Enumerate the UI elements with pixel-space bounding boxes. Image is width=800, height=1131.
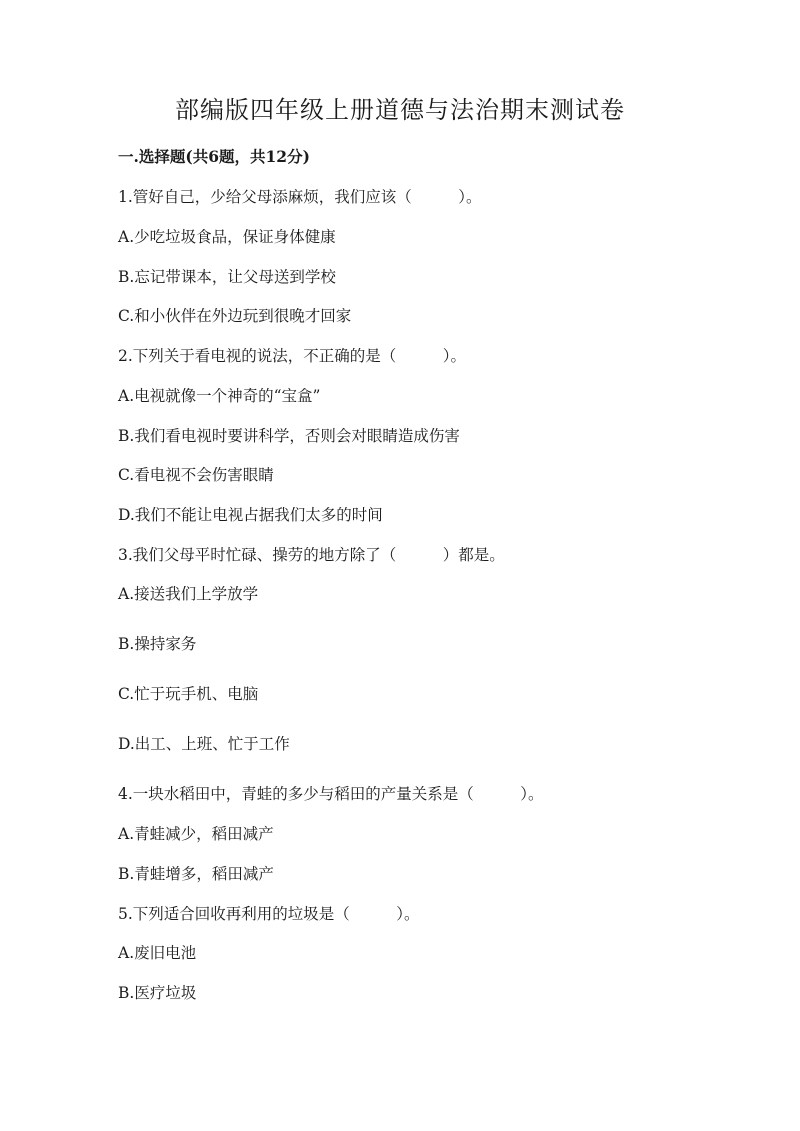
question-4-option-b: B.青蛙增多，稻田减产 <box>118 865 274 883</box>
section-heading: 一.选择题(共6题，共12分) <box>118 147 310 166</box>
question-stem-3: 3.我们父母平时忙碌、操劳的地方除了（ ）都是。 <box>118 546 505 564</box>
question-3-option-d: D.出工、上班、忙于工作 <box>118 735 290 753</box>
question-5-option-b: B.医疗垃圾 <box>118 984 197 1002</box>
question-3-option-b: B.操持家务 <box>118 635 197 653</box>
question-3-option-a: A.接送我们上学放学 <box>118 585 259 603</box>
question-1-option-c: C.和小伙伴在外边玩到很晚才回家 <box>118 307 352 325</box>
question-5-option-a: A.废旧电池 <box>118 944 197 962</box>
question-1-option-a: A.少吃垃圾食品，保证身体健康 <box>118 228 336 246</box>
question-4-option-a: A.青蛙减少，稻田减产 <box>118 825 274 843</box>
question-1-option-b: B.忘记带课本，让父母送到学校 <box>118 268 336 286</box>
question-stem-1: 1.管好自己，少给父母添麻烦，我们应该（ ）。 <box>118 188 482 206</box>
question-stem-4: 4.一块水稻田中，青蛙的多少与稻田的产量关系是（ ）。 <box>118 785 544 803</box>
question-2-option-b: B.我们看电视时要讲科学，否则会对眼睛造成伤害 <box>118 427 460 445</box>
question-2-option-a: A.电视就像一个神奇的“宝盒” <box>118 387 321 405</box>
question-stem-2: 2.下列关于看电视的说法，不正确的是（ ）。 <box>118 347 467 365</box>
question-2-option-d: D.我们不能让电视占据我们太多的时间 <box>118 506 383 524</box>
question-stem-5: 5.下列适合回收再利用的垃圾是（ ）。 <box>118 905 420 923</box>
page-title: 部编版四年级上册道德与法治期末测试卷 <box>175 96 625 124</box>
question-3-option-c: C.忙于玩手机、电脑 <box>118 685 259 703</box>
question-2-option-c: C.看电视不会伤害眼睛 <box>118 466 274 484</box>
